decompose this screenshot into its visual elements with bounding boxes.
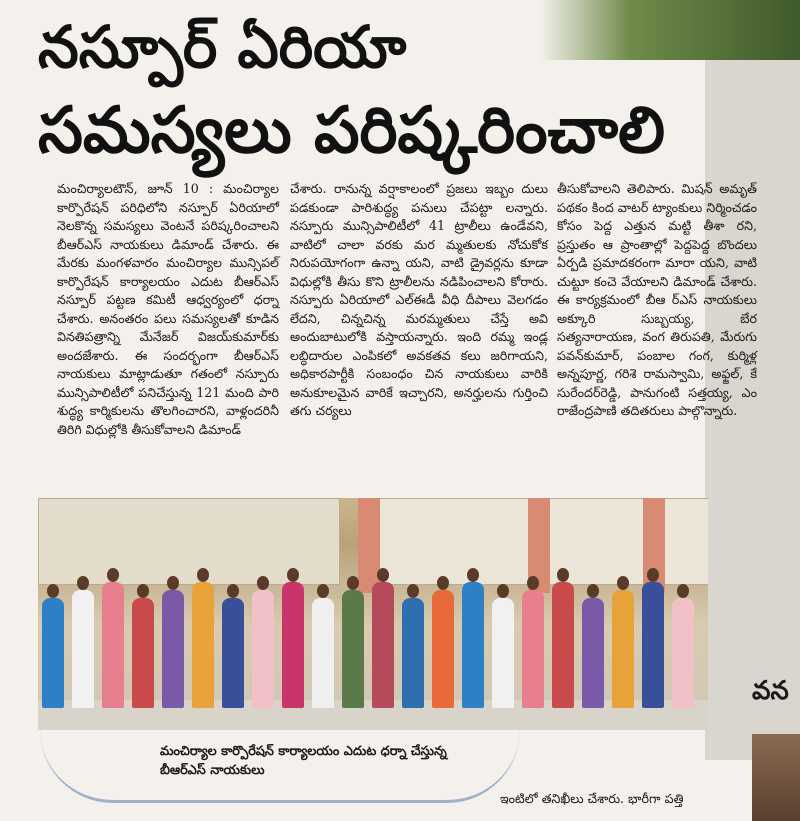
person-figure: [372, 582, 394, 708]
person-head: [407, 584, 419, 598]
person-head: [557, 568, 569, 582]
pillar: [358, 498, 380, 593]
person-head: [677, 584, 689, 598]
person-figure: [582, 598, 604, 708]
person-head: [287, 568, 299, 582]
person-head: [527, 576, 539, 590]
person-figure: [552, 582, 574, 708]
person-head: [167, 576, 179, 590]
person-figure: [402, 598, 424, 708]
side-article-photo: [752, 734, 800, 821]
person-head: [467, 568, 479, 582]
person-head: [617, 576, 629, 590]
person-figure: [72, 590, 94, 708]
person-figure: [432, 590, 454, 708]
photo-caption: మంచిర్యాల కార్పొరేషన్ కార్యాలయం ఎదుట ధర్నా చేస్తున్న బీఆర్ఎస్ నాయకులు: [160, 744, 447, 778]
person-figure: [642, 582, 664, 708]
person-figure: [672, 598, 694, 708]
person-figure: [162, 590, 184, 708]
person-head: [437, 576, 449, 590]
person-figure: [342, 590, 364, 708]
person-head: [227, 584, 239, 598]
person-figure: [462, 582, 484, 708]
person-head: [587, 584, 599, 598]
side-article-headline: వన: [752, 676, 789, 706]
person-figure: [252, 590, 274, 708]
person-head: [347, 576, 359, 590]
person-figure: [312, 598, 334, 708]
article-column-2: చేశారు. రానున్న వర్షాకాలంలో ప్రజలు ఇబ్బం దులు పడకుండా పారిశుద్ధ్య పనులు చేపట్టా లన్నారు. నస్పూరు మున్సిపాలిటీలో 41 ట్రాలీలు ఉండేవని, వాటిలో చాలా వరకు మర మ్మతులకు నోచుకోక నిరుపయోగంగా ఉన్నా యని, వాటి డ్రైవర్లను కూడా విధుల్లోకి తీసు కొని ట్రాలీలను నడిపించాలని కోరారు. నస్పూరు ఏరియాలో ఎల్ఈడీ వీధి దీపాలు వెలగడం లేదని, చిన్నచిన్న మరమ్మతులు చేస్తే అవి అందుబాటులోకి వస్తాయన్నారు. ఇంది రమ్మ ఇండ్ల లబ్ధిదారుల ఎంపికలో అవకతవ కలు జరిగాయని, అధికారపార్టీకి సంబంధం చిన నాయకులు వారికి అనుకూలమైన వారికే ఇచ్చారని, అనర్హులను గుర్తించి తగు చర్యలు: [290, 181, 548, 418]
person-figure: [102, 582, 124, 708]
person-head: [377, 568, 389, 582]
person-figure: [132, 598, 154, 708]
article-column-1: మంచిర్యాలటౌన్, జూన్ 10 : మంచిర్యాల కార్పొరేషన్ పరిధిలోని నస్పూర్ ఏరియాలో నెలకొన్న సమస్యలు వెంటనే పరిష్కరించాలని బీఆర్ఎస్ నాయకులు డిమాండ్ చేశారు. ఈ మేరకు మంగళవారం మంచిర్యాల మున్సిపల్ కార్పొరేషన్ కార్యాలయం ఎదుట బీఆర్ఎస్ నస్పూర్ పట్టణ కమిటీ ఆధ్వర్యంలో ధర్నా చేశారు. అనంతరం పలు సమస్యలతో కూడిన వినతిపత్రాన్ని మేనేజర్ విజయ్‌కుమార్‌కు అందజేశారు. ఈ సందర్భంగా బీఆర్ఎస్ నాయకులు మాట్లాడుతూ గతంలో నస్పూరు మున్సిపాలిటీలో పనిచేస్తున్న 121 మంది పారి శుద్ధ్య కార్మికులను తొలగించారని, వాళ్లందరినీ తిరిగి విధుల్లోకి తీసుకోవాలని డిమాండ్: [57, 181, 279, 437]
person-figure: [222, 598, 244, 708]
person-head: [647, 568, 659, 582]
person-head: [317, 584, 329, 598]
top-photo-strip: [540, 0, 800, 60]
headline-line-1: నస్పూర్ ఏరియా: [38, 13, 407, 81]
person-figure: [42, 598, 64, 708]
person-figure: [282, 582, 304, 708]
person-head: [137, 584, 149, 598]
protest-photo: [38, 498, 708, 730]
next-article-text: ఇంటిలో తనిఖీలు చేశారు. భారీగా పత్తి: [500, 791, 684, 806]
headline-line-2: సమస్యలు పరిష్కరించాలి: [38, 94, 666, 168]
person-figure: [522, 590, 544, 708]
person-head: [107, 568, 119, 582]
person-head: [497, 584, 509, 598]
person-figure: [492, 598, 514, 708]
person-figure: [192, 582, 214, 708]
article-column-3: తీసుకోవాలని తెలిపారు. మిషన్ అమృత్ పథకం కింద వాటర్ ట్యాంకులు నిర్మించడం కోసం పెద్ద ఎత్తున మట్టి తీశా రని, ప్రస్తుతం ఆ ప్రాంతాల్లో పెద్దపెద్ద బొందలు ఏర్పడి ప్రమాదకరంగా మారా యని, వాటి చుట్టూ కంచె వేయాలని డిమాండ్ చేశారు. ఈ కార్యక్రమంలో బీఆ ర్ఎస్ నాయకులు అక్కూరి సుబ్బయ్య, బేర సత్యనారాయణ, వంగ తిరుపతి, మేరుగు పవన్‌కుమార్, పంబాల గంగ, కుర్మిళ్ల అన్నపూర్ణ, గరిశె రామస్వామి, అఫ్జల్, కే సురేందర్‌రెడ్డి, పానుగంటి సత్తయ్య, ఎం రాజేంద్రపాణి తదితరులు పాల్గొన్నారు.: [557, 181, 757, 418]
person-figure: [612, 590, 634, 708]
person-head: [77, 576, 89, 590]
person-head: [257, 576, 269, 590]
person-head: [197, 568, 209, 582]
person-head: [47, 584, 59, 598]
